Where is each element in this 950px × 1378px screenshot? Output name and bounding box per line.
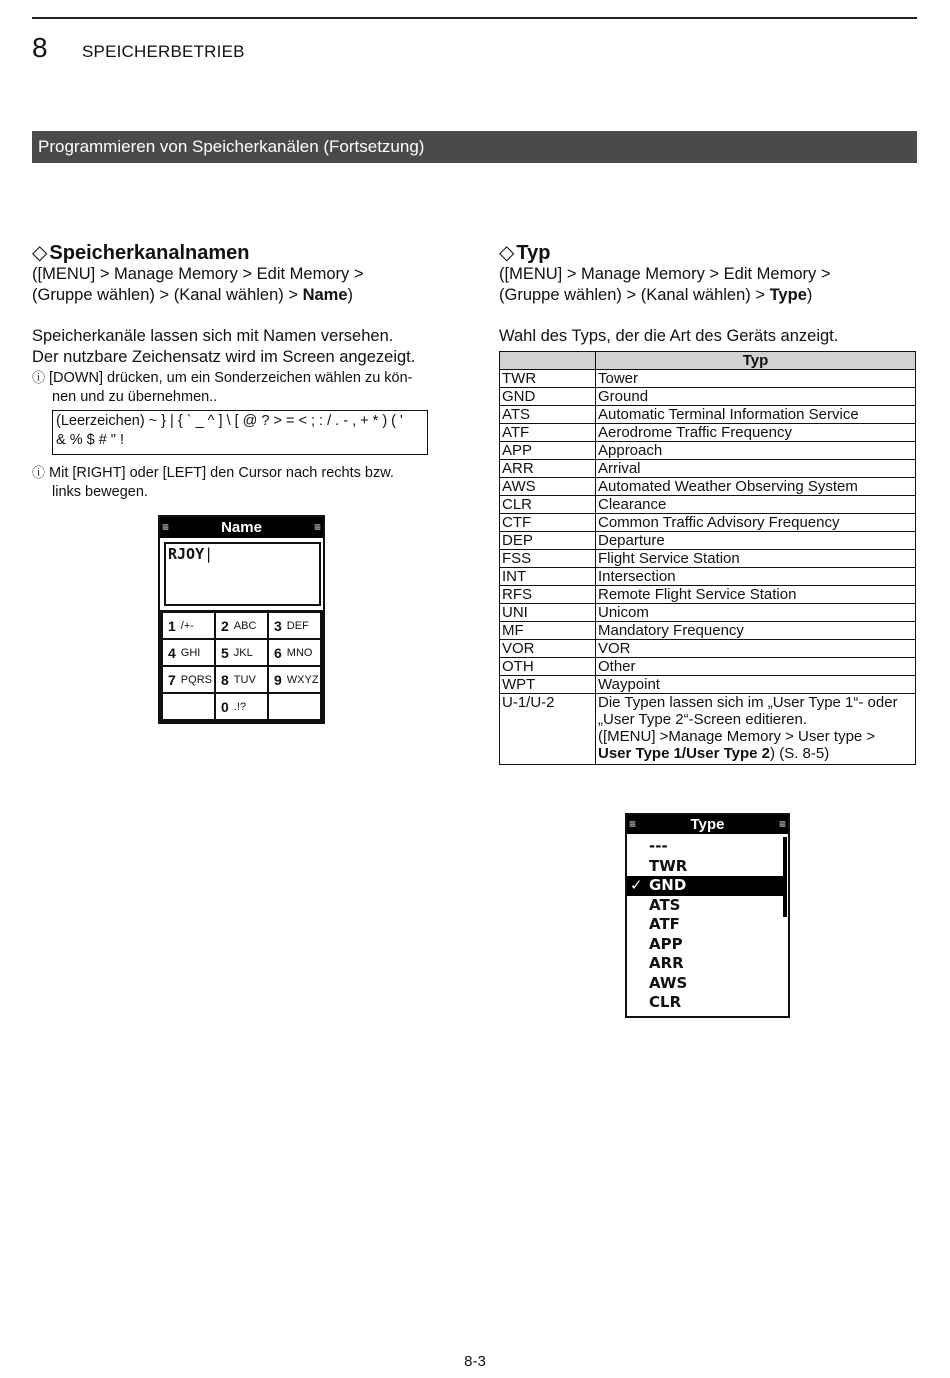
key-2[interactable]: 2 ABC (215, 612, 268, 639)
table-row (500, 514, 916, 532)
table-header-cell (500, 352, 596, 370)
menu-path-name (32, 264, 363, 306)
type-label: ARR (649, 954, 684, 972)
type-desc (596, 694, 916, 765)
type-label: --- (649, 837, 668, 855)
table-row (500, 550, 916, 568)
heading-text: Typ (516, 242, 551, 264)
type-desc: VOR (596, 640, 916, 658)
type-code: ARR (500, 460, 596, 478)
table-row (500, 532, 916, 550)
info-icon: ⓘ (32, 370, 46, 385)
screen-title: Type (690, 816, 725, 833)
path-target: Type (769, 286, 807, 304)
table-row (500, 640, 916, 658)
note-cursor (32, 463, 452, 502)
table-row (500, 568, 916, 586)
type-code: TWR (500, 370, 596, 388)
note-text: links bewegen. (52, 484, 148, 500)
key-1[interactable]: 1 /+- (162, 612, 215, 639)
path-line: ([MENU] > Manage Memory > Edit Memory > (32, 265, 364, 283)
key-3[interactable]: 3 DEF (268, 612, 321, 639)
table-row (500, 478, 916, 496)
type-label: ATS (649, 895, 681, 914)
type-code: GND (500, 388, 596, 406)
type-desc: Clearance (596, 496, 916, 514)
keypad (160, 610, 323, 722)
type-code: UNI (500, 604, 596, 622)
type-description: Wahl des Typs, der die Art des Geräts anzeigt. (499, 327, 839, 345)
type-desc: Unicom (596, 604, 916, 622)
type-desc: Remote Flight Service Station (596, 586, 916, 604)
key-7[interactable]: 7 PQRS (162, 666, 215, 693)
path-text: ) (806, 286, 813, 304)
type-list-item[interactable] (627, 896, 785, 916)
screen-title-bar (160, 517, 323, 538)
note-text: Mit [RIGHT] oder [LEFT] den Cursor nach rechts bzw. (49, 465, 394, 481)
type-list-item[interactable] (627, 876, 785, 896)
table-row (500, 604, 916, 622)
path-line (32, 285, 363, 306)
type-desc: Arrival (596, 460, 916, 478)
type-list-item[interactable] (627, 974, 785, 994)
path-text: (Gruppe wählen) > (Kanal wählen) > (32, 286, 303, 304)
type-desc: Other (596, 658, 916, 676)
name-value: RJOY (168, 545, 205, 563)
screen-title: Name (221, 519, 262, 536)
diamond-icon: ◇ (499, 242, 515, 264)
table-row (500, 406, 916, 424)
table-row (500, 694, 916, 765)
type-code: WPT (500, 676, 596, 694)
type-desc: Departure (596, 532, 916, 550)
type-desc: Aerodrome Traffic Frequency (596, 424, 916, 442)
path-text: (Gruppe wählen) > (Kanal wählen) > (499, 286, 770, 304)
table-row (500, 622, 916, 640)
key-4[interactable]: 4 GHI (162, 639, 215, 666)
type-desc: Automated Weather Observing System (596, 478, 916, 496)
table-row (500, 424, 916, 442)
type-list-item[interactable] (627, 935, 785, 955)
header-rule (32, 17, 917, 19)
type-desc: Tower (596, 370, 916, 388)
cursor: | (204, 545, 214, 563)
type-table (499, 351, 916, 765)
scrollbar[interactable] (783, 837, 787, 917)
type-desc: Waypoint (596, 676, 916, 694)
body-line: Speicherkanäle lassen sich mit Namen versehen. (32, 327, 394, 345)
table-row (500, 370, 916, 388)
diamond-icon: ◇ (32, 242, 48, 264)
key-0[interactable]: 0 .!? (215, 693, 268, 720)
menu-icon: ≡ (629, 817, 637, 831)
body-line: Der nutzbare Zeichensatz wird im Screen angezeigt. (32, 348, 416, 366)
check-icon: ✓ (630, 876, 643, 894)
type-desc: Automatic Terminal Information Service (596, 406, 916, 424)
table-row (500, 586, 916, 604)
key-6[interactable]: 6 MNO (268, 639, 321, 666)
note-text: nen und zu übernehmen.. (52, 389, 218, 405)
type-code: OTH (500, 658, 596, 676)
path-line: ([MENU] > Manage Memory > Edit Memory > (499, 265, 831, 283)
type-label: TWR (649, 856, 688, 875)
type-code: DEP (500, 532, 596, 550)
path-line (499, 285, 830, 306)
type-code: CLR (500, 496, 596, 514)
type-code: APP (500, 442, 596, 460)
key-9[interactable]: 9 WXYZ (268, 666, 321, 693)
type-label: AWS (649, 973, 688, 992)
desc-line: „User Type 2“-Screen editieren. (598, 711, 807, 728)
type-list (627, 837, 785, 1013)
charset-line: & % $ # " ! (56, 432, 125, 448)
info-icon: ⓘ (32, 465, 46, 480)
table-header-row (500, 352, 916, 370)
type-desc: Ground (596, 388, 916, 406)
type-screen (625, 813, 790, 1018)
menu-icon: ≡ (313, 520, 321, 534)
type-list-item[interactable] (627, 993, 785, 1013)
note-text: [DOWN] drücken, um ein Sonderzeichen wählen zu kön- (49, 370, 413, 386)
menu-icon: ≡ (162, 520, 170, 534)
body-text (32, 326, 415, 368)
charset-line: (Leerzeichen) ~ } | { ` _ ^ ] \ [ @ ? > = < ; : / . - , + * ) ( ' (56, 413, 403, 429)
type-code: RFS (500, 586, 596, 604)
type-code: FSS (500, 550, 596, 568)
note-down (32, 368, 452, 407)
type-list-item[interactable] (627, 915, 785, 935)
menu-path-type (499, 264, 830, 306)
table-row (500, 496, 916, 514)
key-8[interactable]: 8 TUV (215, 666, 268, 693)
screen-title-bar (627, 815, 788, 834)
key-blank (162, 693, 215, 720)
type-code: AWS (500, 478, 596, 496)
desc-bold: User Type 1/User Type 2 (598, 745, 771, 762)
type-desc: Common Traffic Advisory Frequency (596, 514, 916, 532)
charset-box (52, 410, 428, 455)
menu-icon: ≡ (778, 817, 786, 831)
type-label: APP (649, 934, 683, 953)
table-row (500, 676, 916, 694)
type-desc: Flight Service Station (596, 550, 916, 568)
desc-line (598, 745, 913, 762)
heading-text: Speicherkanalnamen (49, 242, 250, 264)
chapter-number: 8 (32, 32, 48, 63)
table-body (500, 370, 916, 694)
name-input[interactable] (164, 542, 321, 606)
type-code: INT (500, 568, 596, 586)
desc-line: ([MENU] >Manage Memory > User type > (598, 728, 876, 745)
name-screen (158, 515, 325, 724)
type-label: GND (649, 876, 687, 894)
type-code: MF (500, 622, 596, 640)
table-row (500, 460, 916, 478)
key-blank (268, 693, 321, 720)
type-label: ATF (649, 915, 680, 933)
type-label: CLR (649, 993, 682, 1011)
type-code: ATF (500, 424, 596, 442)
heading-type (499, 240, 550, 265)
type-desc: Intersection (596, 568, 916, 586)
key-5[interactable]: 5 JKL (215, 639, 268, 666)
chapter-title: SPEICHERBETRIEB (82, 42, 245, 61)
type-list-item[interactable] (627, 954, 785, 974)
path-text: ) (347, 286, 354, 304)
path-target: Name (302, 286, 348, 304)
type-code: ATS (500, 406, 596, 424)
section-banner: Programmieren von Speicherkanälen (Fortsetzung) (32, 131, 917, 163)
desc-line: Die Typen lassen sich im „User Type 1“- oder (598, 694, 898, 711)
table-row (500, 442, 916, 460)
table-row (500, 658, 916, 676)
table-row (500, 388, 916, 406)
table-header-cell: Typ (596, 352, 916, 370)
type-code: CTF (500, 514, 596, 532)
page-number: 8-3 (464, 1353, 486, 1370)
heading-channel-names (32, 240, 249, 265)
type-list-item[interactable] (627, 857, 785, 877)
type-list-item[interactable] (627, 837, 785, 857)
type-desc: Mandatory Frequency (596, 622, 916, 640)
desc-text: ) (S. 8-5) (770, 745, 830, 762)
type-code: VOR (500, 640, 596, 658)
type-code: U-1/U-2 (500, 694, 596, 765)
type-desc: Approach (596, 442, 916, 460)
